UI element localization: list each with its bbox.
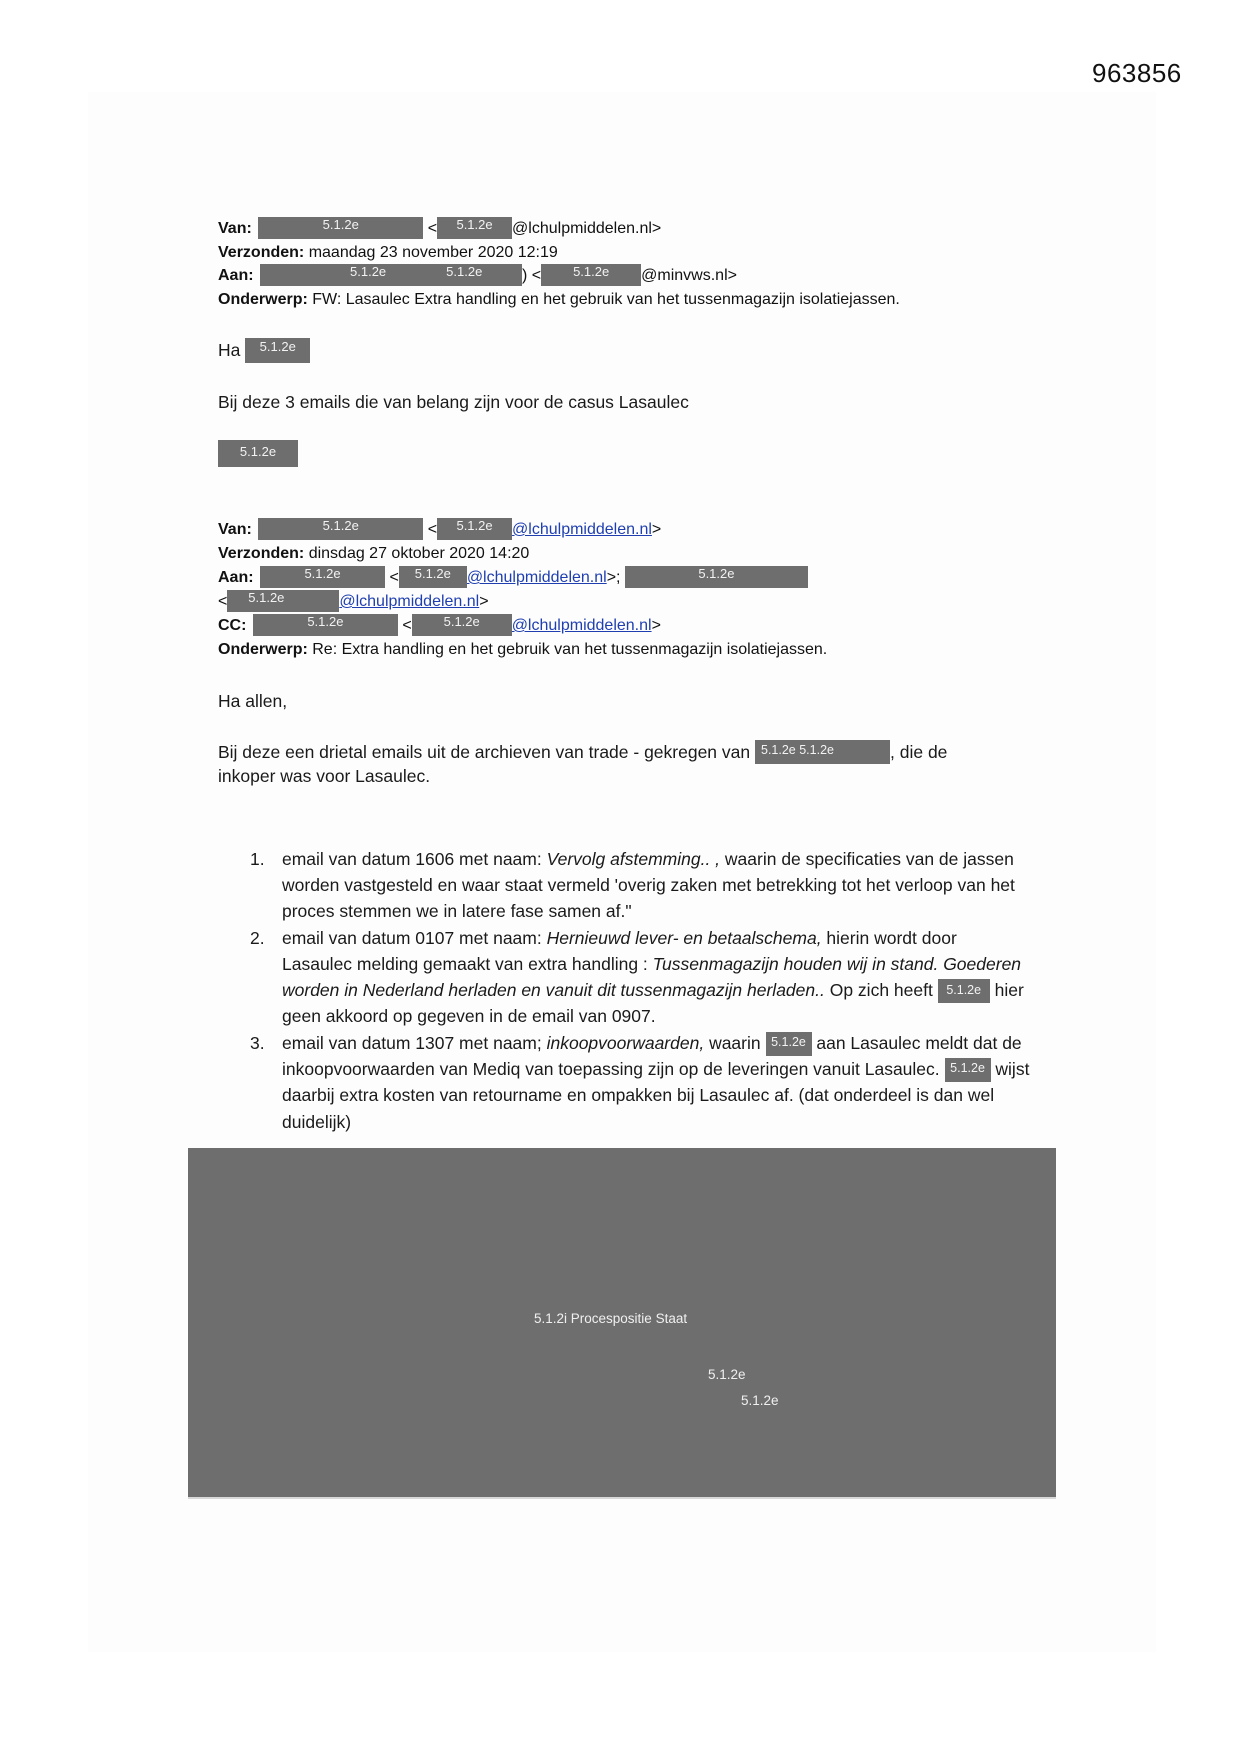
large-redaction-block — [188, 1148, 1056, 1499]
email1-signature — [218, 440, 298, 467]
redaction-box: 5.1.2e — [258, 217, 423, 239]
from-email-domain: @lchulpmiddelen.nl> — [512, 220, 662, 237]
email2-greeting: Ha allen, — [218, 691, 288, 711]
item-text: waarin de specificaties van de jassen worden vastgesteld en waar staat vermeld 'overig zaken met betrekking tot het verloop van het proces stemmen we in latere fase samen af." — [282, 849, 1015, 922]
item-quote: Tussenmagazijn houden wij in stand. Goederen worden in Nederland herladen en vanuit dit tussenmagazijn herladen.. — [282, 953, 1022, 1001]
email2-intro — [218, 740, 947, 764]
greeting-text: Ha — [218, 340, 241, 360]
email1-body: Bij deze 3 emails die van belang zijn voor de casus Lasaulec — [218, 392, 689, 412]
from-label: Van: — [218, 521, 252, 538]
redaction-box: 5.1.2e — [218, 440, 298, 467]
item-subject: inkoopvoorwaarden, — [546, 1032, 705, 1053]
list-number: 1. — [250, 849, 265, 869]
redaction-box: 5.1.2e — [541, 264, 641, 286]
item-text: wijst daarbij extra kosten van retourname en ompakken bij Lasaulec af. (dat onderdeel is dan wel duidelijk) — [282, 1058, 1030, 1132]
redaction-box: 5.1.2e 5.1.2e — [755, 740, 890, 764]
intro-text-end: , die de — [890, 742, 948, 762]
redaction-box — [260, 264, 522, 286]
redaction-label: 5.1.2e — [708, 1367, 746, 1382]
item-text: Op zich heeft — [824, 980, 933, 1001]
email2-intro-line2: inkoper was voor Lasaulec. — [218, 766, 431, 786]
cc-email-link[interactable]: @lchulpmiddelen.nl — [511, 617, 652, 634]
redaction-box: 5.1.2e — [412, 614, 512, 636]
redaction-box: 5.1.2e — [253, 614, 398, 636]
redaction-box: 5.1.2e — [938, 979, 990, 1003]
redaction-box: 5.1.2e — [245, 338, 310, 363]
redaction-box: 5.1.2e — [227, 590, 339, 612]
subject-value: FW: Lasaulec Extra handling en het gebruik van het tussenmagazijn isolatiejassen. — [312, 291, 900, 308]
item-text: hier geen akkoord op gegeven in de email van 0907. — [282, 980, 1024, 1027]
item-text: email van datum 1606 met naam: — [282, 849, 547, 869]
item-text: email van datum 1307 met naam; — [282, 1032, 547, 1053]
redaction-label: 5.1.2e — [446, 264, 483, 279]
email1-sent-line — [218, 241, 558, 265]
redaction-label-main: 5.1.2i Procespositie Staat — [534, 1311, 688, 1326]
email2-sent-line — [218, 542, 529, 566]
sent-label: Verzonden: — [218, 545, 305, 562]
cc-label: CC: — [218, 617, 247, 634]
to-email-domain: @minvws.nl> — [641, 267, 737, 284]
intro-text: Bij deze een drietal emails uit de archieven van trade - gekregen van — [218, 742, 751, 762]
redaction-box: 5.1.2e — [258, 518, 423, 540]
email2-to-line-2: < 5.1.2e @lchulpmiddelen.nl> — [218, 590, 489, 610]
item-subject: Hernieuwd lever- en betaalschema, — [546, 927, 822, 948]
to-label: Aan: — [218, 267, 254, 284]
email1-from-line: Van: 5.1.2e < 5.1.2e @lchulpmiddelen.nl> — [218, 217, 662, 237]
to-label: Aan: — [218, 569, 254, 586]
email1-to-line: Aan: 5.1.2e 5.1.2e ) < 5.1.2e @minvws.nl> — [218, 264, 737, 284]
email2-from-line: Van: 5.1.2e < 5.1.2e @lchulpmiddelen.nl> — [218, 518, 662, 538]
document-number: 963856 — [1092, 58, 1182, 88]
subject-value: Re: Extra handling en het gebruik van het tussenmagazijn isolatiejassen. — [312, 641, 828, 658]
redaction-box: 5.1.2e — [260, 566, 385, 588]
email2-cc-line: CC: 5.1.2e < 5.1.2e @lchulpmiddelen.nl> — [218, 614, 661, 634]
subject-label: Onderwerp: — [218, 641, 308, 658]
redaction-label: 5.1.2e — [741, 1393, 779, 1408]
redaction-box: 5.1.2e — [399, 566, 467, 588]
list-item — [250, 925, 1030, 1030]
item-text: email van datum 0107 met naam: — [282, 927, 547, 948]
email2-subject-line — [218, 638, 827, 662]
email1-subject-line — [218, 288, 900, 312]
list-item — [250, 1030, 1030, 1135]
sent-value: dinsdag 27 oktober 2020 14:20 — [308, 545, 530, 562]
redaction-box: 5.1.2e — [625, 566, 808, 588]
sent-label: Verzonden: — [218, 244, 305, 261]
redaction-box: 5.1.2e — [945, 1058, 991, 1082]
item-subject: Vervolg afstemming.. , — [546, 849, 721, 869]
list-number: 2. — [250, 927, 265, 948]
redaction-box: 5.1.2e — [437, 518, 512, 540]
list-item — [250, 846, 1030, 925]
to-email-link-2[interactable]: @lchulpmiddelen.nl — [339, 593, 480, 610]
redaction-box: 5.1.2e — [437, 217, 512, 239]
to-email-link[interactable]: @lchulpmiddelen.nl — [466, 569, 607, 586]
item-text: waarin — [704, 1032, 761, 1053]
redaction-box: 5.1.2e — [766, 1032, 812, 1056]
from-email-link[interactable]: @lchulpmiddelen.nl — [512, 521, 652, 538]
sent-value: maandag 23 november 2020 12:19 — [308, 244, 558, 261]
item-text: aan Lasaulec meldt dat de inkoopvoorwaarden van Mediq van toepassing zijn op de leveringen vanuit Lasaulec. — [282, 1032, 1022, 1079]
list-number: 3. — [250, 1032, 265, 1053]
email-list — [250, 846, 1030, 1135]
redaction-label: 5.1.2e — [350, 264, 387, 279]
email2-to-line: Aan: 5.1.2e < 5.1.2e @lchulpmiddelen.nl>; 5.1.2e — [218, 566, 808, 590]
email1-greeting — [218, 338, 310, 363]
subject-label: Onderwerp: — [218, 291, 308, 308]
item-text: hierin wordt door Lasaulec melding gemaakt van extra handling : — [282, 927, 957, 974]
from-label: Van: — [218, 220, 252, 237]
